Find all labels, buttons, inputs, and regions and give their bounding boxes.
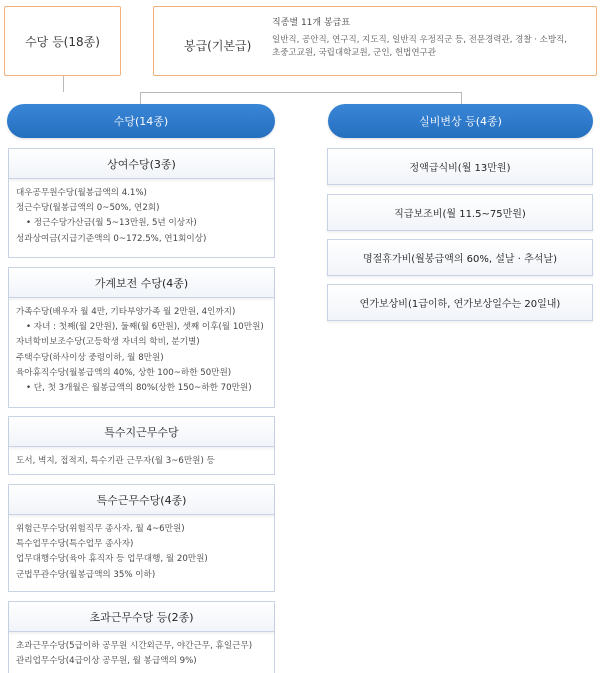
section-household [8, 267, 275, 408]
section-overtime [8, 601, 275, 673]
allowance-total-label: 수당 등(18종) [25, 34, 100, 49]
section-line: 군법무관수당(월봉급액의 35% 이하) [16, 569, 156, 580]
section-line: 육아휴직수당(월봉급액의 40%, 상한 100~하한 50만원) [16, 367, 232, 378]
expense-item-leave [327, 284, 593, 321]
section-title: 가계보전 수당(4종) [9, 268, 274, 298]
section-line: 대우공무원수당(월봉급액의 4.1%) [16, 188, 147, 198]
section-line: • 단, 첫 3개월은 월봉급액의 80%(상한 150~하한 70만원) [26, 383, 252, 394]
base-salary-box [153, 6, 597, 76]
section-title: 특수근무수당(4종) [9, 485, 274, 515]
section-line: 정근수당(월봉급액의 0~50%, 연2회) [16, 203, 160, 214]
expense-category-label: 실비변상 등(4종) [419, 115, 502, 128]
connector-horizontal [140, 92, 462, 93]
connector-vertical-top [63, 76, 64, 92]
allowance-category-pill [7, 104, 275, 138]
section-title: 특수지근무수당 [9, 417, 274, 447]
expense-item-label: 연가보상비(1급이하, 연가보상일수는 20일내) [359, 299, 561, 310]
section-line: 도서, 벽지, 접적지, 특수기관 근무자(월 3~6만원) 등 [16, 456, 215, 466]
section-title: 초과근무수당 등(2종) [9, 602, 274, 632]
section-line: • 정근수당가산금(월 5~13만원, 5년 이상자) [26, 218, 197, 229]
section-body [9, 298, 274, 402]
section-special-area [8, 416, 275, 475]
salary-table-info [272, 17, 592, 61]
section-line: 가족수당(배우자 월 4만, 기타부양가족 월 2만원, 4인까지) [16, 307, 236, 317]
section-line: 초과근무수당(5급이하 공무원 시간외근무, 야간근무, 휴일근무) [16, 641, 253, 651]
salary-table-line-1: 일반직, 공안직, 연구직, 지도직, 일반직 우정직군 등, 전문경력관, 경찰 · 소방직, [272, 34, 567, 45]
expense-item-label: 정액급식비(월 13만원) [409, 163, 511, 174]
section-line: 특수업무수당(특수업무 종사자) [16, 539, 134, 550]
expense-item-holiday [327, 239, 593, 276]
section-bonus [8, 148, 275, 258]
section-line: 관리업무수당(4급이상 공무원, 월 봉급액의 9%) [16, 656, 197, 667]
section-line: 성과상여금(지급기준액의 0~172.5%, 연1회이상) [16, 233, 207, 244]
section-line: 위험근무수당(위험직무 종사자, 월 4~6만원) [16, 524, 185, 534]
expense-item-label: 직급보조비(월 11.5~75만원) [394, 209, 526, 220]
connector-left-drop [140, 92, 141, 104]
section-line: 업무대행수당(육아 휴직자 등 업무대행, 월 20만원) [16, 554, 208, 565]
section-line: 자녀학비보조수당(고등학생 자녀의 학비, 분기별) [16, 337, 200, 348]
salary-table-line-2: 초중고교원, 국립대학교원, 군인, 헌법연구관 [272, 48, 437, 58]
section-body [9, 515, 274, 589]
allowance-total-box [4, 6, 121, 76]
section-body [9, 447, 274, 475]
section-line: 주택수당(하사이상 중령이하, 월 8만원) [16, 352, 164, 363]
connector-right-drop [461, 92, 462, 104]
section-title: 상여수당(3종) [9, 149, 274, 179]
base-salary-label: 봉급(기본급) [184, 39, 252, 53]
section-body [9, 632, 274, 673]
expense-item-label: 명절휴가비(월봉급액의 60%, 설날 · 추석날) [362, 254, 557, 265]
allowance-category-label: 수당(14종) [113, 115, 169, 128]
expense-category-pill [328, 104, 593, 138]
expense-item-meal [327, 148, 593, 185]
section-body [9, 179, 274, 253]
section-line: • 자녀 : 첫째(월 2만원), 둘째(월 6만원), 셋째 이후(월 10만원) [26, 322, 264, 333]
section-special-duty [8, 484, 275, 592]
expense-item-position [327, 194, 593, 231]
salary-table-title: 직종별 11개 봉급표 [272, 18, 351, 28]
